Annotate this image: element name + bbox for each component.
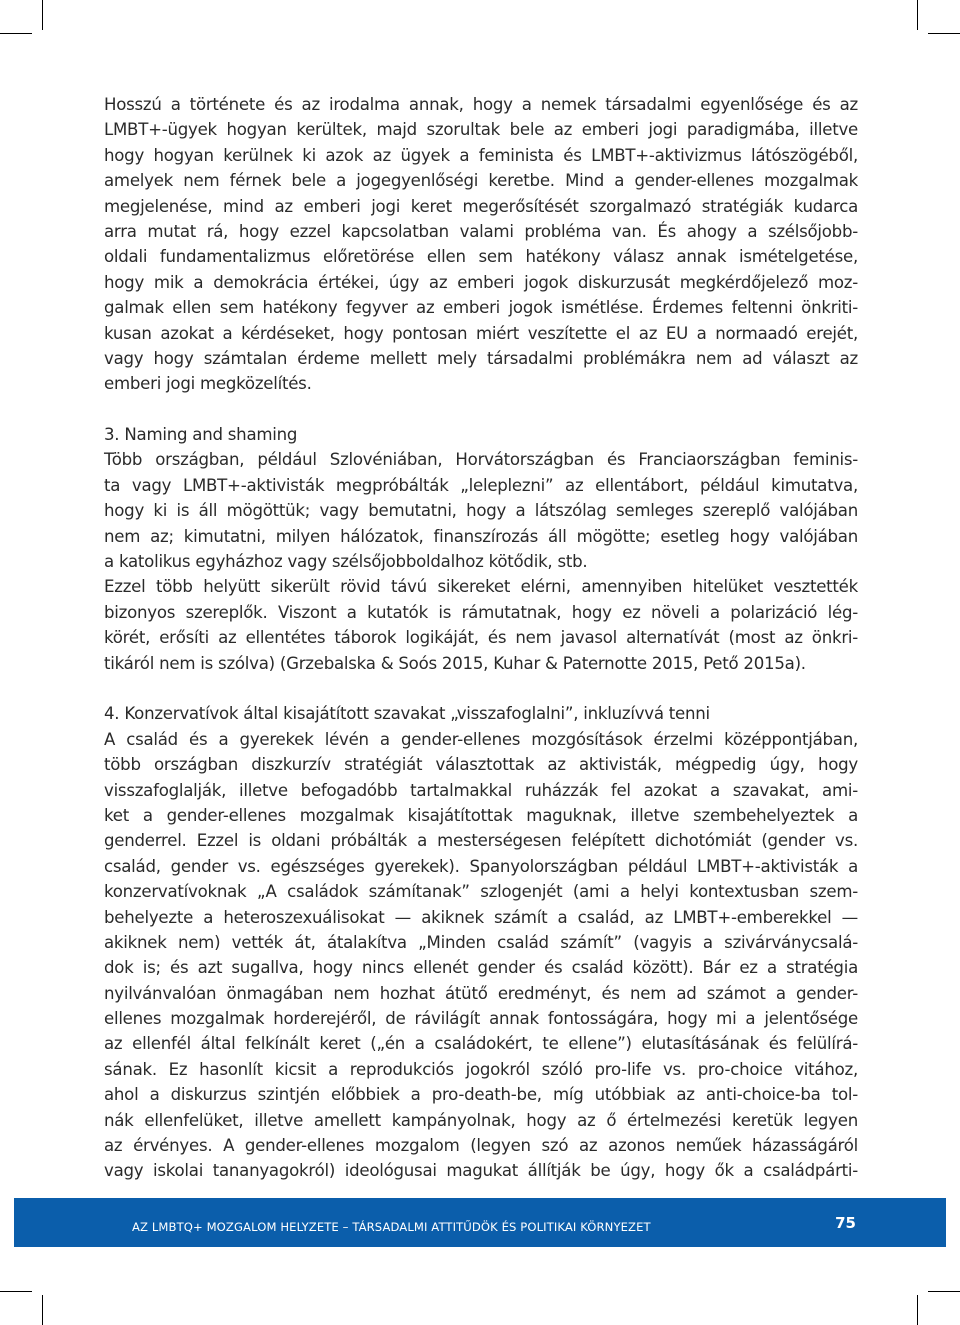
text-line: ta vagy LMBT+-aktivisták megpróbálták „leleplezni” az ellentábort, például kimutatva,	[104, 475, 858, 495]
text-line: oldali fundamentalizmus előretörése ellen sem hatékony válasz annak ismételgetése,	[104, 247, 858, 267]
crop-mark	[42, 1295, 43, 1325]
text-line: dok is; és azt sugallva, hogy nincs ellenét gender és család között). Bár ez a stratégia	[104, 958, 858, 978]
text-line: akiknek nem) vették át, átalakítva „Minden család számít” (vagyis a szivárványcsalá-	[104, 932, 858, 952]
text-line: ket a gender-ellenes mozgalmak kisajátítottak maguknak, illetve szembehelyeztek a	[104, 805, 858, 825]
text-line: vagy iskolai tananyagokról) ideológusai magukat állítják be úgy, hogy ők a családpárti-	[104, 1161, 858, 1181]
crop-mark	[0, 33, 32, 34]
text-line: genderrel. Ezzel is oldani próbálták a mesterségesen felépített dichotómiát (gender vs.	[104, 831, 858, 851]
text-line: vagy hogy számtalan érdeme mellett mely társadalmi problémákra nem ad választ az	[104, 348, 858, 368]
text-line: körét, erősíti az ellentétes táborok logikáját, és nem javasol alternatívát (most az önkri-	[104, 628, 858, 648]
page-footer	[14, 1198, 946, 1247]
text-line: nem az; kimutatni, milyen hálózatok, finanszírozás áll mögötte; esetleg hogy valójában	[104, 526, 858, 546]
text-line: Több országban, például Szlovéniában, Horvátországban és Franciaországban feminis-	[104, 450, 858, 470]
text-line: család, gender vs. egészséges gyerekek). Spanyolországban például LMBT+-aktivisták a	[104, 856, 858, 876]
text-line: 4. Konzervatívok által kisajátított szavakat „visszafoglalni”, inkluzívvá tenni	[104, 704, 710, 724]
text-line: 3. Naming and shaming	[104, 425, 298, 445]
text-line: emberi jogi megközelítés.	[104, 374, 312, 394]
text-line: visszafoglalják, illetve befogadóbb tartalmakkal ruházzák fel azokat a szavakat, ami-	[104, 780, 858, 800]
text-line: nák ellenfelüket, illetve amellett kampányolnak, hogy az ő értelmezési keretük legyen	[104, 1110, 858, 1130]
footer-title: AZ LMBTQ+ MOZGALOM HELYZETE – TÁRSADALMI ATTITŰDÖK ÉS POLITIKAI KÖRNYEZET	[132, 1220, 651, 1234]
text-line: bizonyos szereplők. Viszont a kutatók is rámutatnak, hogy ez növeli a polarizáció lég-	[104, 602, 858, 622]
crop-mark	[928, 33, 960, 34]
page-number: 75	[835, 1214, 856, 1232]
text-line: Ezzel több helyütt sikerült rövid távú sikereket elérni, amennyiben hitelüket vesztették	[104, 577, 858, 597]
text-line: hogy ki is áll mögöttük; vagy bemutatni, hogy a látszólag semleges szereplő valójában	[104, 501, 858, 521]
text-line: megjelenése, mind az emberi jogi keret megerősítését szorgalmazó stratégiák kudarca	[104, 196, 858, 216]
body-text	[104, 92, 858, 1184]
text-line: behelyezte a heteroszexuálisokat — akiknek számít a család, az LMBT+-emberekkel —	[104, 907, 858, 927]
text-line: tikáról nem is szólva) (Grzebalska & Soós 2015, Kuhar & Paternotte 2015, Pető 2015a).	[104, 653, 806, 673]
text-line: nyilvánvalóan önmagában nem hozhat átütő eredményt, és nem ad számot a gender-	[104, 983, 858, 1003]
text-line: konzervatívoknak „A családok számítanak” szlogenjét (ami a helyi kontextusban szem-	[104, 882, 858, 902]
text-line: LMBT+-ügyek hogyan kerültek, majd szorultak bele az emberi jogi paradigmába, illetve	[104, 120, 858, 140]
crop-mark	[917, 0, 918, 30]
text-line: a katolikus egyházhoz vagy szélsőjobboldalhoz kötődik, stb.	[104, 552, 588, 572]
paragraph-gap	[104, 397, 858, 422]
text-line: galmak ellen sem hatékony fegyver az emberi jogok ismétlése. Érdemes feltenni önkriti-	[104, 298, 858, 318]
text-line: amelyek nem férnek bele a jogegyenlőségi keretbe. Mind a gender-ellenes mozgalmak	[104, 171, 858, 191]
text-line: kusan azokat a kérdéseket, hogy pontosan miért veszítette el az EU a normaadó erejét,	[104, 323, 858, 343]
text-line: Hosszú a története és az irodalma annak, hogy a nemek társadalmi egyenlősége és az	[104, 95, 858, 114]
crop-mark	[928, 1291, 960, 1292]
text-line: ahol a diskurzus szintjén előbbiek a pro-death-be, míg utóbbiak az anti-choice-ba tol-	[104, 1085, 858, 1105]
paragraph-gap	[104, 676, 858, 701]
text-line: ellenes mozgalmak horderejéről, de rávilágít annak fontosságára, hogy mi a jelentősége	[104, 1009, 858, 1029]
crop-mark	[0, 1291, 32, 1292]
text-line: több országban diszkurzív stratégiát választottak az aktivisták, mégpedig úgy, hogy	[104, 755, 858, 775]
crop-mark	[42, 0, 43, 30]
text-line: az ellenfél által felkínált keret („én a családokért, te ellene”) elutasításának és felülírá-	[104, 1034, 858, 1054]
text-line: hogy hogyan kerülnek ki azok az ügyek a feminista és LMBT+-aktivizmus látószögéből,	[104, 145, 858, 165]
text-line: sának. Ez hasonlít kicsit a reprodukciós jogokról szóló pro-life vs. pro-choice vitához,	[104, 1059, 858, 1079]
text-line: hogy mik a demokrácia értékei, úgy az emberi jogok diskurzusát megkérdőjelező moz-	[104, 272, 858, 292]
text-line: A család és a gyerekek lévén a gender-ellenes mozgósítások érzelmi középpontjában,	[104, 729, 858, 749]
text-line: arra mutat rá, hogy ezzel kapcsolatban valami probléma van. És ahogy a szélsőjobb-	[104, 221, 858, 241]
crop-mark	[917, 1295, 918, 1325]
text-line: az érvényes. A gender-ellenes mozgalom (legyen szó az azonos neműek házasságáról	[104, 1136, 858, 1156]
